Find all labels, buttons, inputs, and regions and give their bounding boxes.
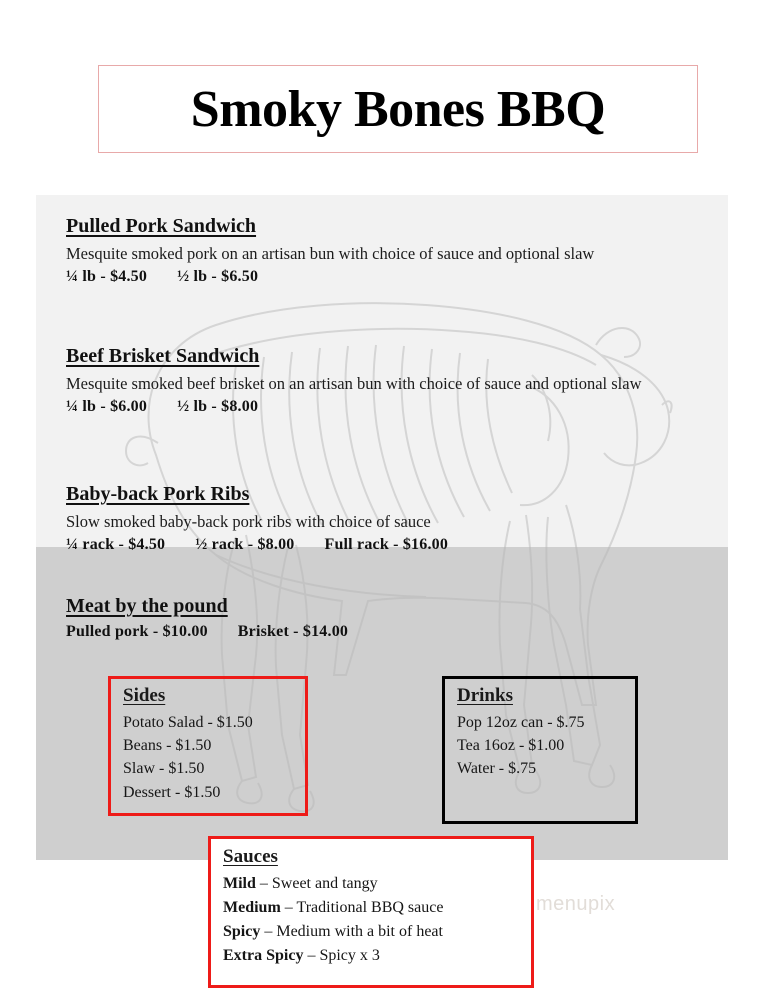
- price-option: ¼ rack - $4.50: [66, 536, 166, 554]
- sides-heading: Sides: [123, 685, 166, 706]
- drinks-line: Water - $.75: [457, 760, 537, 778]
- price-option: ¼ lb - $4.50: [66, 268, 148, 286]
- drinks-line: Pop 12oz can - $.75: [457, 714, 585, 731]
- menu-item-description: Mesquite smoked beef brisket on an artisan bun with choice of sauce and optional slaw: [66, 374, 642, 393]
- menu-item-name: Meat by the pound: [66, 595, 228, 617]
- sauce-name: Medium: [223, 899, 281, 916]
- menu-item-meat-by-the-pound: [66, 595, 706, 641]
- drinks-heading: Drinks: [457, 685, 513, 706]
- sides-box: [108, 676, 308, 816]
- menu-item-name: Beef Brisket Sandwich: [66, 345, 260, 367]
- sauce-description: – Spicy x 3: [303, 947, 380, 964]
- sauce-description: – Sweet and tangy: [255, 875, 378, 892]
- menu-item-prices: [66, 623, 706, 641]
- price-option: ½ lb - $8.00: [177, 398, 259, 416]
- sauce-name: Extra Spicy: [223, 947, 304, 964]
- sauces-line: [223, 920, 521, 944]
- menu-item-name: Baby-back Pork Ribs: [66, 483, 250, 505]
- menu-item-beef-brisket-sandwich: [66, 345, 706, 416]
- sides-line: Potato Salad - $1.50: [123, 714, 253, 731]
- sauces-box: [208, 836, 534, 988]
- menu-item-prices: [66, 268, 706, 286]
- sauces-line: [223, 896, 521, 920]
- price-option: ¼ lb - $6.00: [66, 398, 148, 416]
- menu-item-pulled-pork-sandwich: [66, 215, 706, 286]
- price-option: Brisket - $14.00: [237, 623, 349, 640]
- sides-line: Beans - $1.50: [123, 737, 212, 755]
- sauces-line: [223, 872, 521, 896]
- menu-item-description: Slow smoked baby-back pork ribs with choice of sauce: [66, 512, 431, 531]
- menu-item-baby-back-pork-ribs: [66, 483, 706, 554]
- sides-line: Dessert - $1.50: [123, 783, 221, 801]
- sauces-heading: Sauces: [223, 846, 278, 867]
- price-option: Pulled pork - $10.00: [66, 623, 208, 640]
- menu-item-prices: [66, 398, 706, 416]
- drinks-line: Tea 16oz - $1.00: [457, 737, 565, 755]
- sauces-line: [223, 944, 521, 968]
- sauce-name: Mild: [223, 875, 256, 892]
- price-option: ½ lb - $6.50: [177, 268, 259, 286]
- restaurant-title-box: [98, 65, 698, 153]
- sauce-description: – Traditional BBQ sauce: [280, 899, 444, 916]
- drinks-box: [442, 676, 638, 824]
- menu-item-prices: [66, 536, 706, 554]
- sauce-description: – Medium with a bit of heat: [260, 923, 443, 940]
- sauce-name: Spicy: [223, 923, 261, 940]
- menu-item-name: Pulled Pork Sandwich: [66, 215, 257, 237]
- page-title: Smoky Bones BBQ: [190, 80, 606, 138]
- menupix-watermark: menupix: [536, 893, 616, 915]
- price-option: ½ rack - $8.00: [195, 536, 295, 554]
- menu-item-description: Mesquite smoked pork on an artisan bun with choice of sauce and optional slaw: [66, 244, 595, 263]
- price-option: Full rack - $16.00: [324, 536, 449, 554]
- sides-line: Slaw - $1.50: [123, 760, 205, 778]
